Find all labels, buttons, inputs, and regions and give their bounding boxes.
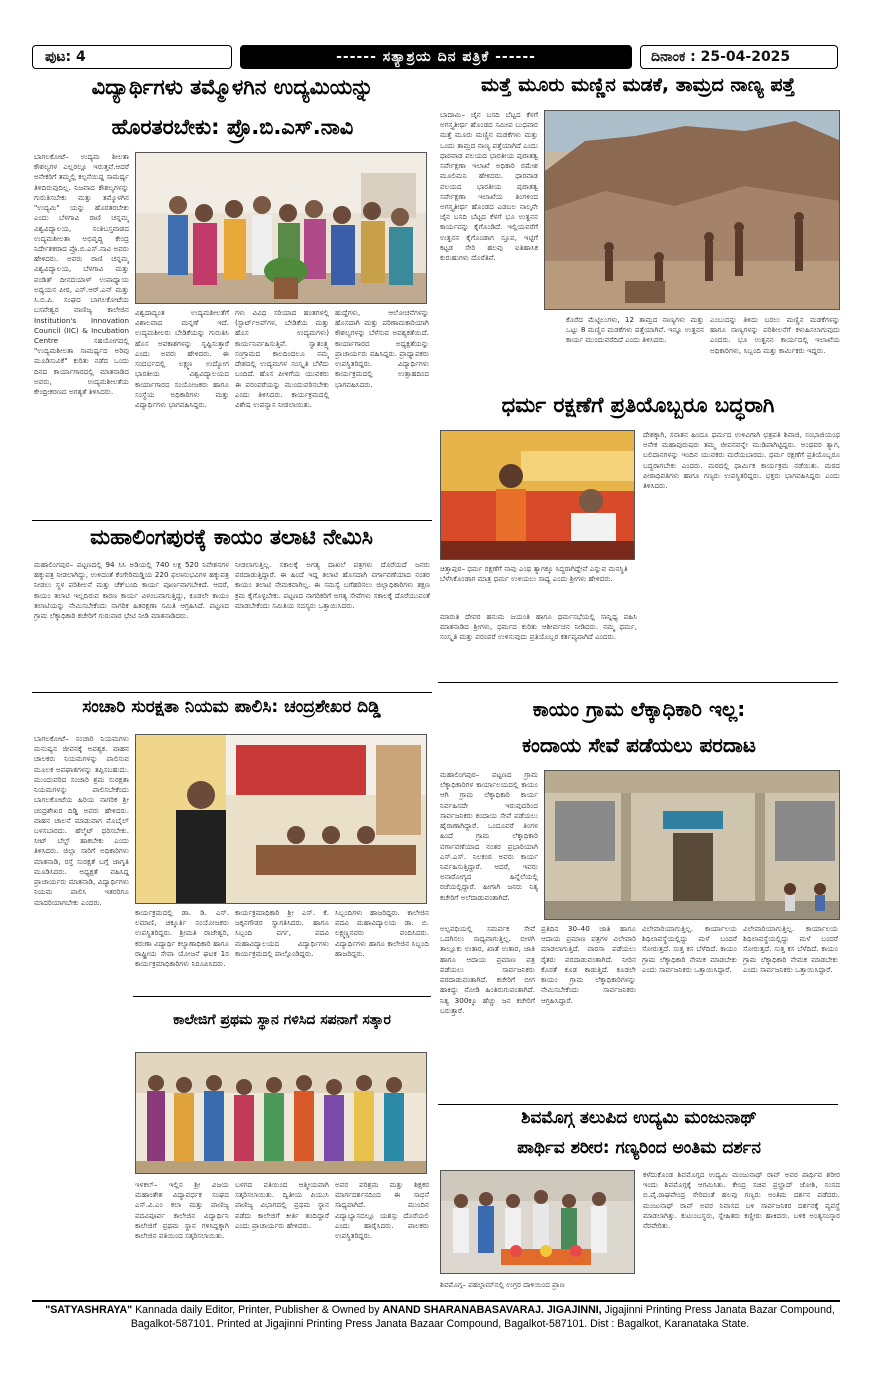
footer-line1 (40, 1303, 840, 1317)
article6-photo (135, 1052, 427, 1174)
article8-photo (440, 1170, 635, 1274)
date-box (640, 45, 838, 69)
village-accountant-office-image (545, 771, 840, 920)
article3-headline: ಧರ್ಮ ರಕ್ಷಣೆಗೆ ಪ್ರತಿಯೊಬ್ಬರೂ ಬದ್ಧರಾಗಿ (501, 393, 775, 417)
article2-column1: ಬಾದಾಮಿ– ಜೈನ ಬಸದಿ ಬೆಟ್ಟದ ಕೆಳಗೆ ಅಗಸ್ತ್ಯತೀರ್ಥ ಹೊಂಡದ ಸಮೀಪ ಬುಧವಾರ ಮತ್ತೆ ಮೂರು ಮಣ್ಣಿನ ಮಡಕೆಗಳು ಮತ್ತು ಒಂದು ತಾಮ್ರದ ನಾಣ್ಯ ಪತ್ತೆಯಾಗಿದೆ ಎಂದು ಧಾರವಾಡ ವಲಯದ ಭಾರತೀಯ ಪುರಾತತ್ವ ಸರ್ವೇಕ್ಷಣಾ ಇಲಾಖೆ ಅಧಿಕಾರಿ ರಮೇಶ ಮೂಲಿಮನಿ ಹೇಳಿದರು. ಧಾರವಾಡ ವಲಯದ ಭಾರತೀಯ ಪುರಾತತ್ವ ಸರ್ವೇಕ್ಷಣಾ ಇಲಾಖೆಯ ತಿಂಗಳಿಂದ ಅಗಸ್ತ್ಯತೀರ್ಥ ಹೊಂಡದ ಎಡಬಲ ನಾಲ್ಕನೇ ಜೈನ ಬಸದಿ ಬೆಟ್ಟದ ಕೆಳಗೆ ಭೂ ಉತ್ಖನನ ಕಾರ್ಯವನ್ನು ಕೈಗೊಂಡಿದೆ. ಇಲ್ಲಿಯವರೆಗೆ ಉತ್ಖನನ ಕೈಗೊಂಡಾಗ ಸ್ತೂಪ, ಇಟ್ಟಿಗೆ ಕಟ್ಟಡ ಸೇರಿ ಹಲವು ಐತಿಹಾಸಿಕ ಕುರುಹುಗಳು ದೊರೆತಿವೆ. (440, 110, 538, 263)
footer-press-text: Jigajinni Printing Press Janata Bazar Compound, (601, 1304, 835, 1316)
divider (133, 996, 431, 997)
footer-line2: Bagalkot-587101. Printed at Jigajinni Printing Press Janata Bazaar Compound, Bagalkot-587101. Dist : Bagalkot, Karanataka State. (130, 1318, 750, 1331)
article7-column3: ಪ್ರತಿದಿನ 30–40 ಜಾತಿ ಹಾಗೂ ಆದಾಯ ಪ್ರಮಾಣ ಪತ್ರಗಳ ವಿಲೇವಾರಿ ಮಾಡಲಾಗುತ್ತಿದೆ. ವಾರಸಾ ಪಡೆಯಲು ರೈತರು ಪರದಾಡುವಂತಾಗಿದೆ. ನೀರಿನ ಕೊರತೆ ಕೂಡ ಕಾಡುತ್ತಿದೆ. ಕೂಡಲೇ ಕಾಯಂ ಗ್ರಾಮ ಲೆಕ್ಕಾಧಿಕಾರಿಗಳನ್ನು ನೇಮಿಸಬೇಕೆಂದು ಸಾರ್ವಜನಿಕರು ಆಗ್ರಹಿಸಿದ್ದಾರೆ. (541, 924, 636, 1005)
article8-column1: ಕಳೆದುಕೊಂಡ ಶಿವಮೊಗ್ಗದ ಉದ್ಯಮಿ ಮಂಜುನಾಥ್ ರಾವ್ ಅವರ ಪಾರ್ಥಿವ ಶರೀರ ಇಂದು ಶಿವಮೊಗ್ಗಕ್ಕೆ ಆಗಮಿಸಿತು. ಕೇಂದ್ರ ಸಚಿವ ಪ್ರಲ್ಹಾದ್ ಜೋಶಿ, ಸಂಸದ ಬಿ.ವೈ.ರಾಘವೇಂದ್ರ ಸೇರಿದಂತೆ ಹಲವು ಗಣ್ಯರು ಅಂತಿಮ ದರ್ಶನ ಪಡೆದರು. ಮಂಜುನಾಥ್ ರಾವ್ ಅವರ ನಿವಾಸದ ಬಳಿ ಸಾರ್ವಜನಿಕರ ದರ್ಶನಕ್ಕೆ ವ್ಯವಸ್ಥೆ ಮಾಡಲಾಗಿತ್ತು. ಕುಟುಂಬಸ್ಥರು, ಸ್ನೇಹಿತರು ಕಣ್ಣೀರು ಹಾಕಿದರು. ಬಳಿಕ ಅಂತ್ಯಸಂಸ್ಕಾರ ನೆರವೇರಿತು. (643, 1170, 840, 1231)
article8-caption: ಶಿವಮೊಗ್ಗ– ಪಹಲ್ಗಾಮ್‌ನಲ್ಲಿ ಉಗ್ರರ ದಾಳಿಯಿಂದ ಪ್ರಾಣ (440, 1280, 565, 1289)
article6-column1: ಇಳಕಲ್– ಇಲ್ಲಿನ ಶ್ರೀ ವಿಜಯ ಮಹಾಂತೇಶ ವಿದ್ಯಾವರ್ಧಕ ಸಂಘದ ಎಸ್.ವಿ.ಎಂ ಕಲಾ ಮತ್ತು ವಾಣಿಜ್ಯ ಪದವಿಪೂರ್ವ ಕಾಲೇಜಿನ ವಿದ್ಯಾರ್ಥಿನಿ ಕಾಲೇಜಿಗೆ ಪ್ರಥಮ ಸ್ಥಾನ ಗಳಿಸಿದ್ದಕ್ಕಾಗಿ ಕಾಲೇಜಿನ ವತಿಯಿಂದ ಸತ್ಕರಿಸಲಾಯಿತು. (135, 1180, 229, 1241)
article7-column4: ವಿಲೇವಾರಿಯಾಗುತ್ತಿಲ್ಲ. ಕಾರ್ಯಾಲಯ ಶಿಥಿಲಾವಸ್ಥೆಯಲ್ಲಿದ್ದು ಮಳೆ ಬಂದರೆ ಸೋರುತ್ತದೆ. ಸುತ್ತ ಕಸ ಬೆಳೆದಿದೆ. ಕಾಯಂ ಗ್ರಾಮ ಲೆಕ್ಕಾಧಿಕಾರಿ ನೇಮಕ ಮಾಡಬೇಕು ಎಂದು ಸಾರ್ವಜನಿಕರು ಒತ್ತಾಯಿಸಿದ್ದಾರೆ. (642, 924, 737, 974)
footer-divider (32, 1300, 840, 1302)
article5-column2: ಕಾರ್ಯಕ್ರಮದಲ್ಲಿ ಡಾ. ಡಿ. ಎಸ್. ಲಮಾಣಿ, ಚಿಕ್ಕೂರ್ತಿ ಸಂಯೋಜಕರು ಉಪಸ್ಥಿತರಿದ್ದರು. ಶ್ರೀಮತಿ ರಾಜೇಶ್ವರಿ, ಕರುಣಾ ವಿದ್ಯಾರ್ಥಿ ಕಲ್ಯಾಣಾಧಿಕಾರಿ ಹಾಗೂ ರಾಷ್ಟ್ರೀಯ ಸೇವಾ ಯೋಜನೆ ಘಟಕ 1ರ ಕಾರ್ಯಕ್ರಮಾಧಿಕಾರಿಗಳು ನಿರೂಪಿಸಿದರು. (135, 908, 229, 969)
article7-column1: ಮಹಾಲಿಂಗಪುರ– ಪಟ್ಟಣದ ಗ್ರಾಮ ಲೆಕ್ಕಾಧಿಕಾರಿಗಳ ಕಾರ್ಯಾಲಯದಲ್ಲಿ ಕಾಯಂ ಆಗಿ ಗ್ರಾಮ ಲೆಕ್ಕಾಧಿಕಾರಿ ಕಾರ್ಯ ನಿರ್ವಹಿಸದೇ ಇರುವುದರಿಂದ ಸಾರ್ವಜನಿಕರು ಕಂದಾಯ ಸೇವೆ ಪಡೆಯಲು ಹೈರಾಣಾಗಿದ್ದಾರೆ. ಒಂದೂವರೆ ತಿಂಗಳ ಹಿಂದೆ ಗ್ರಾಮ ಲೆಕ್ಕಾಧಿಕಾರಿ ವರ್ಗಾವಣೆಯಾದ ನಂತರ ಪ್ರಭಾರಿಯಾಗಿ ಎಸ್.ಎಸ್. ನಿಲಕಂಠ ಅವರು ಕಾರ್ಯ ನಿರ್ವಹಿಸುತ್ತಿದ್ದಾರೆ. ಆದರೆ, ಇವರು ಅನಾರೋಗ್ಯದ ಹಿನ್ನೆಲೆಯಲ್ಲಿ ರಜೆಯಲ್ಲಿದ್ದಾರೆ. ಹೀಗಾಗಿ ಜನರು ನಿತ್ಯ ಕಚೇರಿಗೆ ಅಲೆದಾಡುವಂತಾಗಿದೆ. (440, 770, 538, 902)
footer-role-text: Kannada daily Editor, Printer, Publisher & Owned by (132, 1304, 383, 1316)
article6-headline: ಕಾಲೇಜಿಗೆ ಪ್ರಥಮ ಸ್ಥಾನ ಗಳಿಸಿದ ಸಪನಾಗೆ ಸತ್ಕಾರ (173, 1012, 391, 1028)
article1-column4: ಹುದ್ದೆಗಳು, ಆಲೋಚನೆಗಳನ್ನು ಹೊಸದಾಗಿ ಮತ್ತು ಪರಿಣಾಮಕಾರಿಯಾಗಿ ಕೌಶಲ್ಯಗಳನ್ನು ಬೆಳೆಸುವ ಅವಶ್ಯಕತೆಯಿದೆ. ಕಾರ್ಯಾಗಾರದ ಅಧ್ಯಕ್ಷತೆಯನ್ನು ಪ್ರಾಚಾರ್ಯರು ವಹಿಸಿದ್ದರು. ಪ್ರಾಧ್ಯಾಪಕರು ಉಪಸ್ಥಿತರಿದ್ದರು. ವಿದ್ಯಾರ್ಥಿಗಳು ಕಾರ್ಯಕ್ರಮದಲ್ಲಿ ಉತ್ಸಾಹದಿಂದ ಭಾಗವಹಿಸಿದರು. (335, 308, 429, 389)
article4-column1: ಮಹಾಲಿಂಗಪುರ– ಪಟ್ಟಣದಲ್ಲಿ 94 ಸಿಸಿ ಅಡಿಯಲ್ಲಿ 740 ಲಕ್ಷ 520 ನಿವೇಶನಗಳ ಹಕ್ಕುಪತ್ರ ನೀಡಲಾಗಿದ್ದು, ಉಳಿದಂತೆ ಕೆಂಗೇರಿಮಡ್ಡಿಯ 220 ಫಲಾನುಭವಿಗಳ ಹಕ್ಕುಪತ್ರ ನೀಡಲು ಸ್ಥಳ ಪರಿಶೀಲನೆ ಮತ್ತು ಚೆಕ್‌ಬಂದಿ ಕಾರ್ಯ ಪೂರ್ಣವಾಗಬೇಕಿದೆ. ಆದರೆ, ಕಾಯಂ ತಲಾಟಿ ಇಲ್ಲದಿರುವ ಕಾರಣ ಕಾರ್ಯ ವಿಳಂಬವಾಗುತ್ತಿದ್ದು, ಕೂಡಲೇ ಕಾಯಂ ತಲಾಟಿಯನ್ನು ನೇಮಿಸಬೇಕೆಂದು ನಾಗರಿಕ ಹಿತರಕ್ಷಣಾ ಸಮಿತಿ ಆಗ್ರಹಿಸಿದೆ. ಪಟ್ಟಣದ ಗ್ರಾಮ ಲೆಕ್ಕಾಧಿಕಾರಿ ಕಚೇರಿಗೆ ಗುರುವಾರ ಭೇಟಿ ನೀಡಿ ಮಾತನಾಡಿದರು. (34, 560, 229, 621)
article7-photo (544, 770, 840, 920)
article3-caption: ಚಿತ್ತಾಪುರ– ಧರ್ಮ ರಕ್ಷಣೆಗೆ ನಾವು ಎಂಥ ತ್ಯಾಗಕ್ಕೂ ಸಿದ್ಧರಾಗಿದ್ದೇವೆ ಎನ್ನುವ ಮನಸ್ಥಿತಿ ಬೆಳೆಸಿಕೊಂಡಾಗ ಮಾತ್ರ ಧರ್ಮ ಉಳಿಯಲು ಸಾಧ್ಯ ಎಂದು ಶ್ರೀಗಳು ಹೇಳಿದರು. (440, 564, 628, 584)
article3-column2: ದೇಶಕ್ಕಾಗಿ, ಸನಾತನ ಹಿಂದೂ ಧರ್ಮದ ಉಳಿವಿಗಾಗಿ ಛತ್ರಪತಿ ಶಿವಾಜಿ, ಸಂಭಾಜಿಯಂಥ ಅನೇಕ ಮಹಾಪುರುಷರು ತಮ್ಮ ಜೀವನವನ್ನೇ ಮುಡಿಪಾಗಿಟ್ಟಿದ್ದರು. ಅಂಥವರ ತ್ಯಾಗ, ಬಲಿದಾನಗಳನ್ನು ಇಂದಿನ ಯುವಕರು ಮರೆಯಬಾರದು. ಧರ್ಮ ರಕ್ಷಣೆಗೆ ಪ್ರತಿಯೊಬ್ಬರೂ ಬದ್ಧರಾಗಬೇಕು ಎಂದರು. ಮಠದಲ್ಲಿ ಧಾರ್ಮಿಕ ಕಾರ್ಯಕ್ರಮ ನಡೆಯಿತು. ಮಠದ ಪೀಠಾಧಿಪತಿಗಳು ಹಾಗೂ ಗಣ್ಯರು ಉಪಸ್ಥಿತರಿದ್ದರು. ಭಕ್ತರು ಭಾಗವಹಿಸಿದ್ದರು ಎಂದು ತಿಳಿಸಿದರು. (643, 430, 840, 491)
divider (438, 1104, 838, 1105)
article4-column2: ನೀಡಲಾಗುತ್ತಿಲ್ಲ. ಸಕಾಲಕ್ಕೆ ಅಗತ್ಯ ದಾಖಲೆ ಪತ್ರಗಳು ದೊರೆಯದೆ ಜನರು ಪರದಾಡುತ್ತಿದ್ದಾರೆ. ಈ ಹಿಂದೆ ಇದ್ದ ತಲಾಟಿ ಹೊಸದಾಗಿ ವರ್ಗಾವಣೆಯಾದ ನಂತರ ಕಾಯಂ ತಲಾಟಿ ನೇಮಕವಾಗಿಲ್ಲ. ಈ ಸಮಸ್ಯೆ ಬಗೆಹರಿಸಲು ಜಿಲ್ಲಾಧಿಕಾರಿಗಳು ತಕ್ಷಣ ಕ್ರಮ ಕೈಗೊಳ್ಳಬೇಕು. ಪಟ್ಟಣದ ನಾಗರಿಕರಿಗೆ ಅಗತ್ಯ ಸೇವೆಗಳು ಸಕಾಲಕ್ಕೆ ದೊರೆಯುವಂತೆ ಮಾಡಬೇಕೆಂದು ಸಮಿತಿಯ ಸದಸ್ಯರು ಒತ್ತಾಯಿಸಿದರು. (235, 560, 430, 610)
article6-column2: ಬಳಗದ ವತಿಯಿಂದ ಆತ್ಮೀಯವಾಗಿ ಸತ್ಕರಿಸಲಾಯಿತು. ದ್ವಿತೀಯ ಪಿಯುಸಿ ವಾಣಿಜ್ಯ ವಿಭಾಗದಲ್ಲಿ ಪ್ರಥಮ ಸ್ಥಾನ ಪಡೆದು ಕಾಲೇಜಿಗೆ ಕೀರ್ತಿ ತಂದಿದ್ದಾರೆ ಎಂದು ಪ್ರಾಚಾರ್ಯರು ಹೇಳಿದರು. (235, 1180, 329, 1230)
group-photo-image (136, 153, 427, 304)
article2-headline: ಮತ್ತೆ ಮೂರು ಮಣ್ಣಿನ ಮಡಕೆ, ತಾಮ್ರದ ನಾಣ್ಯ ಪತ್ತೆ (481, 74, 795, 96)
footer-owner-name: ANAND SHARANABASAVARAJ. JIGAJINNI, (382, 1304, 602, 1316)
divider (32, 692, 432, 693)
divider (438, 682, 838, 683)
article8-headline-line1: ಶಿವಮೊಗ್ಗ ತಲುಪಿದ ಉದ್ಯಮಿ ಮಂಜುನಾಥ್ (521, 1108, 757, 1128)
article5-headline: ಸಂಚಾರಿ ಸುರಕ್ಷತಾ ನಿಯಮ ಪಾಲಿಸಿ: ಚಂದ್ರಶೇಖರ ದಿಡ್ಡಿ (82, 697, 381, 717)
issue-date: ದಿನಾಂಕ : 25-04-2025 (651, 49, 791, 65)
article4-headline: ಮಹಾಲಿಂಗಪುರಕ್ಕೆ ಕಾಯಂ ತಲಾಟಿ ನೇಮಿಸಿ (90, 525, 373, 549)
masthead-title: ------ ಸತ್ಯಾಶ್ರಯ ದಿನ ಪತ್ರಿಕೆ ------ (336, 49, 536, 65)
article1-column3: ಗಳು ವಿವಿಧ ಸರಿಯಾದ ಹಂತಗಳಲ್ಲಿ (ಸ್ಟಾರ್ಟ್‌ಅಪ್‌ಗಳ, ಬೇಡಿಕೆಯ ಮತ್ತು ಹೊಸ ಉದ್ಯಮಗಳು) ಕಾರ್ಯನಿರ್ವಹಿಸುತ್ತಿವೆ. ಸ್ವಾತಂತ್ರ್ಯ ಸಂಗ್ರಾಮದ ಕಾಲದಿಂದಲೂ ನಮ್ಮ ದೇಶದಲ್ಲಿ ಉದ್ಯಮಗಳ ಸಂಸ್ಕೃತಿ ಬೆಳೆದು ಬಂದಿದೆ. ಹೊಸ ಪೀಳಿಗೆಯ ಯುವಕರು ಈ ಪರಂಪರೆಯನ್ನು ಮುಂದುವರಿಸಬೇಕು ಎಂದು ತಿಳಿಸಿದರು. ಕಾರ್ಯಕ್ರಮದಲ್ಲಿ ವಿಶೇಷ ಉಪನ್ಯಾಸ ನೀಡಲಾಯಿತು. (235, 308, 329, 409)
article1-photo (135, 152, 427, 304)
article3-photo (440, 430, 635, 560)
masthead-box (240, 45, 632, 69)
article5-column3: ಕಾರ್ಯಕ್ರಮಾಧಿಕಾರಿ ಶ್ರೀ ಎಸ್. ಕೆ. ಜಕ್ಕನಗೌಡರ ಸ್ವಾಗತಿಸಿದರು. ಹಾಗೂ ಸಿಬ್ಬಂದಿ ವರ್ಗ, ಪದವಿ ಮಹಾವಿದ್ಯಾಲಯದ ವಿದ್ಯಾರ್ಥಿಗಳು ಕಾರ್ಯಕ್ರಮದಲ್ಲಿ ಪಾಲ್ಗೊಂಡಿದ್ದರು. (235, 908, 329, 958)
article5-column4: ಸಿಬ್ಬಂದಿಗಳು ಹಾಜರಿದ್ದರು. ಕಾಲೇಜಿನ ಪದವಿ ಮಹಾವಿದ್ಯಾಲಯ ಡಾ. ಬಿ. ಲಕ್ಷ್ಮಣ್ಣನವರು ವಂದಿಸಿದರು. ವಿದ್ಯಾರ್ಥಿಗಳು ಹಾಗೂ ಕಾಲೇಜಿನ ಸಿಬ್ಬಂದಿ ಹಾಜರಿದ್ದರು. (335, 908, 429, 958)
article7-headline-line2: ಕಂದಾಯ ಸೇವೆ ಪಡೆಯಲು ಪರದಾಟ (522, 733, 756, 757)
article5-photo (135, 734, 427, 904)
excavation-site-image (545, 111, 840, 310)
religious-event-image (441, 431, 635, 560)
article2-column3: ಎಂಬುದನ್ನು ತಿಳಿದು ಬರಲು ಮಣ್ಣಿನ ಮಡಕೆಗಳನ್ನು ಹಾಗೂ ನಾಣ್ಯಗಳನ್ನು ಪರಿಶೀಲನೆಗೆ ಕಳುಹಿಸಲಾಗುವುದು ಎಂದರು. ಭೂ ಉತ್ಖನನ ಕಾರ್ಯದಲ್ಲಿ ಇಲಾಖೆಯ ಅಧಿಕಾರಿಗಳು, ಸಿಬ್ಬಂದಿ ಮತ್ತು ಕಾರ್ಮಿಕರು ಇದ್ದರು. (710, 315, 840, 355)
divider (32, 520, 432, 521)
article1-column1: ಬಾಗಲಕೋಟೆ– ಉದ್ಯಮ ಶೀಲತಾ ಕೌಶಲ್ಯಗಳ ಎಲ್ಲರಲ್ಲೂ ಇರುತ್ತವೆ.ಆದರೆ ಅನೇಕರಿಗೆ ತಮ್ಮಲ್ಲಿ ಕಲ್ಪನೆಯಿದ್ದ ಸಾಮರ್ಥ್ಯ ತಿಳಿದಿರುವುದಿಲ್ಲ. ನಿಜವಾದ ಕೌಶಲ್ಯಗಳನ್ನು ಗುರುತಿಸಬೇಕು ಮತ್ತು ತಮ್ಮೊಳಗಿನ "ಉದ್ಯಮಿ" ಯನ್ನು ಹೊರತರಬೇಕು ಎಂದು ಬೆಳಗಾವಿ ರಾಣಿ ಚನ್ನಮ್ಮ ವಿಶ್ವವಿದ್ಯಾಲಯ, ಸಂತಿಬಸ್ತವಾಡದ ಉದ್ಯಮಶೀಲತಾ ಅಭಿವೃದ್ಧಿ ಕೇಂದ್ರ ನಿರ್ದೇಶಕರಾದ ಪ್ರೊ.ಬಿ.ಎಸ್.ನಾವಿ ಅವರು ಹೇಳಿದರು. ಅವರು ರಾಣಿ ಚನ್ನಮ್ಮ ವಿಶ್ವವಿದ್ಯಾಲಯ, ಬೆಳಗಾವಿ ಮತ್ತು ಪಂಡಿತ್ ದೀನದಯಾಳ್ ಉಪಾಧ್ಯಾಯ ಅಧ್ಯಯನ ಪೀಠ, ಎಸ್.ಆರ್.ಎನ್ ಮತ್ತು ಸಿ.ಬಿ.ಪಿ. ಸಂಘದ ಬಾಗಲಕೋಟೆಯ ಬಸವೇಶ್ವರ ವಾಣಿಜ್ಯ ಕಾಲೇಜಿನ Institution's Innovation Council (IIC) & Incubation Centre ಸಹಯೋಗದಲ್ಲಿ "ಉದ್ಯಮಶೀಲತಾ ಸಾಮರ್ಥ್ಯದ ಅರಿವು ಮೂಡಿಸುವಿಕೆ" ಕುರಿತು ನಡೆದ ಒಂದು ದಿನದ ಕಾರ್ಯಾಗಾರದಲ್ಲಿ ಮಾತನಾಡಿದ ಅವರು, ಉದ್ಯಮಶೀಲತೆಯ ಕೇಂದ್ರೀಕರಣದ ಅಗತ್ಯತೆ ತಿಳಿಸಿದರು. (34, 152, 129, 397)
article7-column5: ವಿಲೇವಾರಿಯಾಗುತ್ತಿಲ್ಲ. ಕಾರ್ಯಾಲಯ ಶಿಥಿಲಾವಸ್ಥೆಯಲ್ಲಿದ್ದು ಮಳೆ ಬಂದರೆ ಸೋರುತ್ತದೆ. ಸುತ್ತ ಕಸ ಬೆಳೆದಿದೆ. ಕಾಯಂ ಗ್ರಾಮ ಲೆಕ್ಕಾಧಿಕಾರಿ ನೇಮಕ ಮಾಡಬೇಕು ಎಂದು ಸಾರ್ವಜನಿಕರು ಒತ್ತಾಯಿಸಿದ್ದಾರೆ. (743, 924, 838, 974)
article7-column2: ಅಲ್ಪವಧಿಯಲ್ಲಿ ಸಮರ್ಪಕ ಸೇವೆ ಒದಗಿಸಲು ಸಾಧ್ಯವಾಗುತ್ತಿಲ್ಲ. ಬೀಳಗಿ ತಾಲ್ಲೂಕು ಉತಾರ, ಖಾತೆ ಉತಾರ, ಜಾತಿ ಹಾಗೂ ಆದಾಯ ಪ್ರಮಾಣ ಪತ್ರ ಪಡೆಯಲು ಸಾರ್ವಜನಿಕರು ಪರದಾಡುವಂತಾಗಿದೆ. ಕಚೇರಿಗೆ ಬೀಗ ಹಾಕಿದ್ದು ನೋಡಿ ಹಿಂತಿರುಗುವಂತಾಗಿದೆ. ನಿತ್ಯ 300ಕ್ಕೂ ಹೆಚ್ಚು ಜನ ಕಚೇರಿಗೆ ಬರುತ್ತಾರೆ. (440, 924, 535, 1015)
article2-column2: ಕೊರೆದ ಮೆಟ್ಟಿಲುಗಳು, 12 ತಾಮ್ರದ ನಾಣ್ಯಗಳು ಮತ್ತು ಒಟ್ಟು 8 ಮಣ್ಣಿನ ಮಡಕೆಗಳು ಪತ್ತೆಯಾಗಿವೆ. ಇನ್ನೂ ಉತ್ಖನನ ಕಾರ್ಯ ಮುಂದುವರೆದಿದೆ ಎಂದು ತಿಳಿಸಿದರು. (566, 315, 704, 345)
article6-column3: ಅವರ ಪರಿಶ್ರಮ ಮತ್ತು ಶಿಕ್ಷಕರ ಮಾರ್ಗದರ್ಶನದಿಂದ ಈ ಸಾಧನೆ ಸಾಧ್ಯವಾಗಿದೆ. ಮುಂದಿನ ವಿದ್ಯಾಭ್ಯಾಸದಲ್ಲೂ ಯಶಸ್ಸು ದೊರೆಯಲಿ ಎಂದು ಹಾರೈಸಿದರು. ಪಾಲಕರು ಉಪಸ್ಥಿತರಿದ್ದರು. (335, 1180, 429, 1241)
article3-column1: ಮಾರುತಿ ದೇವರ ಹನುಮ ಜಯಂತಿ ಹಾಗೂ ಧರ್ಮಸಭೆಯಲ್ಲಿ ಸಾನ್ನಿಧ್ಯ ವಹಿಸಿ ಮಾತನಾಡಿದ ಶ್ರೀಗಳು, ಧರ್ಮದ ಕುರಿತು ಆಶೀರ್ವಚನ ನೀಡಿದರು. ನಮ್ಮ ಧರ್ಮ, ಸಂಸ್ಕೃತಿ ಮತ್ತು ಪರಂಪರೆ ಉಳಿಸುವುದು ಪ್ರತಿಯೊಬ್ಬರ ಕರ್ತವ್ಯವಾಗಿದೆ ಎಂದರು. (440, 612, 637, 642)
footer-paper-name: "SATYASHRAYA" (45, 1304, 133, 1316)
article1-column2: ವಿಶ್ವದಾದ್ಯಂತ ಉದ್ಯಮಶೀಲತೆಗೆ ವಿಶಾಲವಾದ ಮನ್ನಣೆ ಇದೆ. ಉದ್ಯಮಶೀಲರು ಬೇಡಿಕೆಯನ್ನು ಗುರುತಿಸಿ ಹೊಸ ಅವಕಾಶಗಳನ್ನು ಸೃಷ್ಟಿಸುತ್ತಾರೆ ಎಂದು ಅವರು ಹೇಳಿದರು. ಈ ಸಂದರ್ಭದಲ್ಲಿ ಲಕ್ಷ್ಮಣ ಉದ್ಯೋಗ ಭಾರತೀಯ ವಿಶ್ವವಿದ್ಯಾಲಯದ ಕಾರ್ಯಾಗಾರದ ಸಂಯೋಜಕರು ಹಾಗೂ ಸಂಸ್ಥೆಯ ಅಧಿಕಾರಿಗಳು ಮತ್ತು ವಿದ್ಯಾರ್ಥಿಗಳು ಭಾಗವಹಿಸಿದ್ದರು. (135, 308, 229, 409)
page-number-box (32, 45, 232, 69)
article7-headline-line1: ಕಾಯಂ ಗ್ರಾಮ ಲೆಕ್ಕಾಧಿಕಾರಿ ಇಲ್ಲ: (532, 697, 746, 721)
page-number: ಪುಟ: 4 (45, 49, 86, 65)
footer-imprint (40, 1303, 840, 1332)
article8-headline-line2: ಪಾರ್ಥಿವ ಶರೀರ: ಗಣ್ಯರಿಂದ ಅಂತಿಮ ದರ್ಶನ (517, 1138, 761, 1158)
article1-headline-line2: ಹೊರತರಬೇಕು: ಪ್ರೊ.ಬಿ.ಎಸ್.ನಾವಿ (111, 115, 354, 139)
article2-photo (544, 110, 840, 310)
article1-headline-line1: ವಿದ್ಯಾರ್ಥಿಗಳು ತಮ್ಮೊಳಗಿನ ಉದ್ಯಮಿಯನ್ನು (91, 75, 374, 99)
felicitation-group-image (136, 1053, 427, 1174)
final-tributes-image (441, 1171, 635, 1274)
speaker-at-event-image (136, 735, 427, 904)
article5-column1: ಬಾಗಲಕೋಟೆ– ಸಂಚಾರಿ ನಿಯಮಗಳು ಮನುಷ್ಯನ ಜೀವನಕ್ಕೆ ಅವಶ್ಯಕ. ವಾಹನ ಚಾಲಕರು ನಿಯಮಗಳನ್ನು ಪಾಲಿಸುವ ಮೂಲಕ ಅಪಘಾತಗಳನ್ನು ತಪ್ಪಿಸಬಹುದು. ಮುಂದುವರಿದ ಸಂಚಾರಿ ಶ್ರಮ ಸುರಕ್ಷತಾ ನಿಯಮಗಳನ್ನು ಪಾಲಿಸಬೇಕೆಂದು ಬಾಗಲಕೋಟೆಯ ಹಿರಿಯ ನಾಗರಿಕ ಶ್ರೀ ಚಂದ್ರಶೇಖರ ದಿಡ್ಡಿ ಅವರು ಹೇಳಿದರು. ವಾಹನ ಚಾಲನೆ ಮಾಡುವಾಗ ಮೊಬೈಲ್ ಬಳಸಬಾರದು. ಹೆಲ್ಮೆಟ್ ಧರಿಸಬೇಕು. ಸೀಟ್ ಬೆಲ್ಟ್ ಹಾಕಬೇಕು ಎಂದು ತಿಳಿಸಿದರು. ಜಿಲ್ಲಾ ಸಾರಿಗೆ ಅಧಿಕಾರಿಗಳು ಮಾತನಾಡಿ, ರಸ್ತೆ ಸುರಕ್ಷತೆ ಬಗ್ಗೆ ಜಾಗೃತಿ ಮೂಡಿಸಿದರು. ಅಧ್ಯಕ್ಷತೆ ವಹಿಸಿದ್ದ ಪ್ರಾಚಾರ್ಯರು ಮಾತನಾಡಿ, ವಿದ್ಯಾರ್ಥಿಗಳು ನಿಯಮ ಪಾಲಿಸಿ ಇತರರಿಗೂ ಮಾದರಿಯಾಗಬೇಕು ಎಂದರು. (34, 734, 129, 907)
